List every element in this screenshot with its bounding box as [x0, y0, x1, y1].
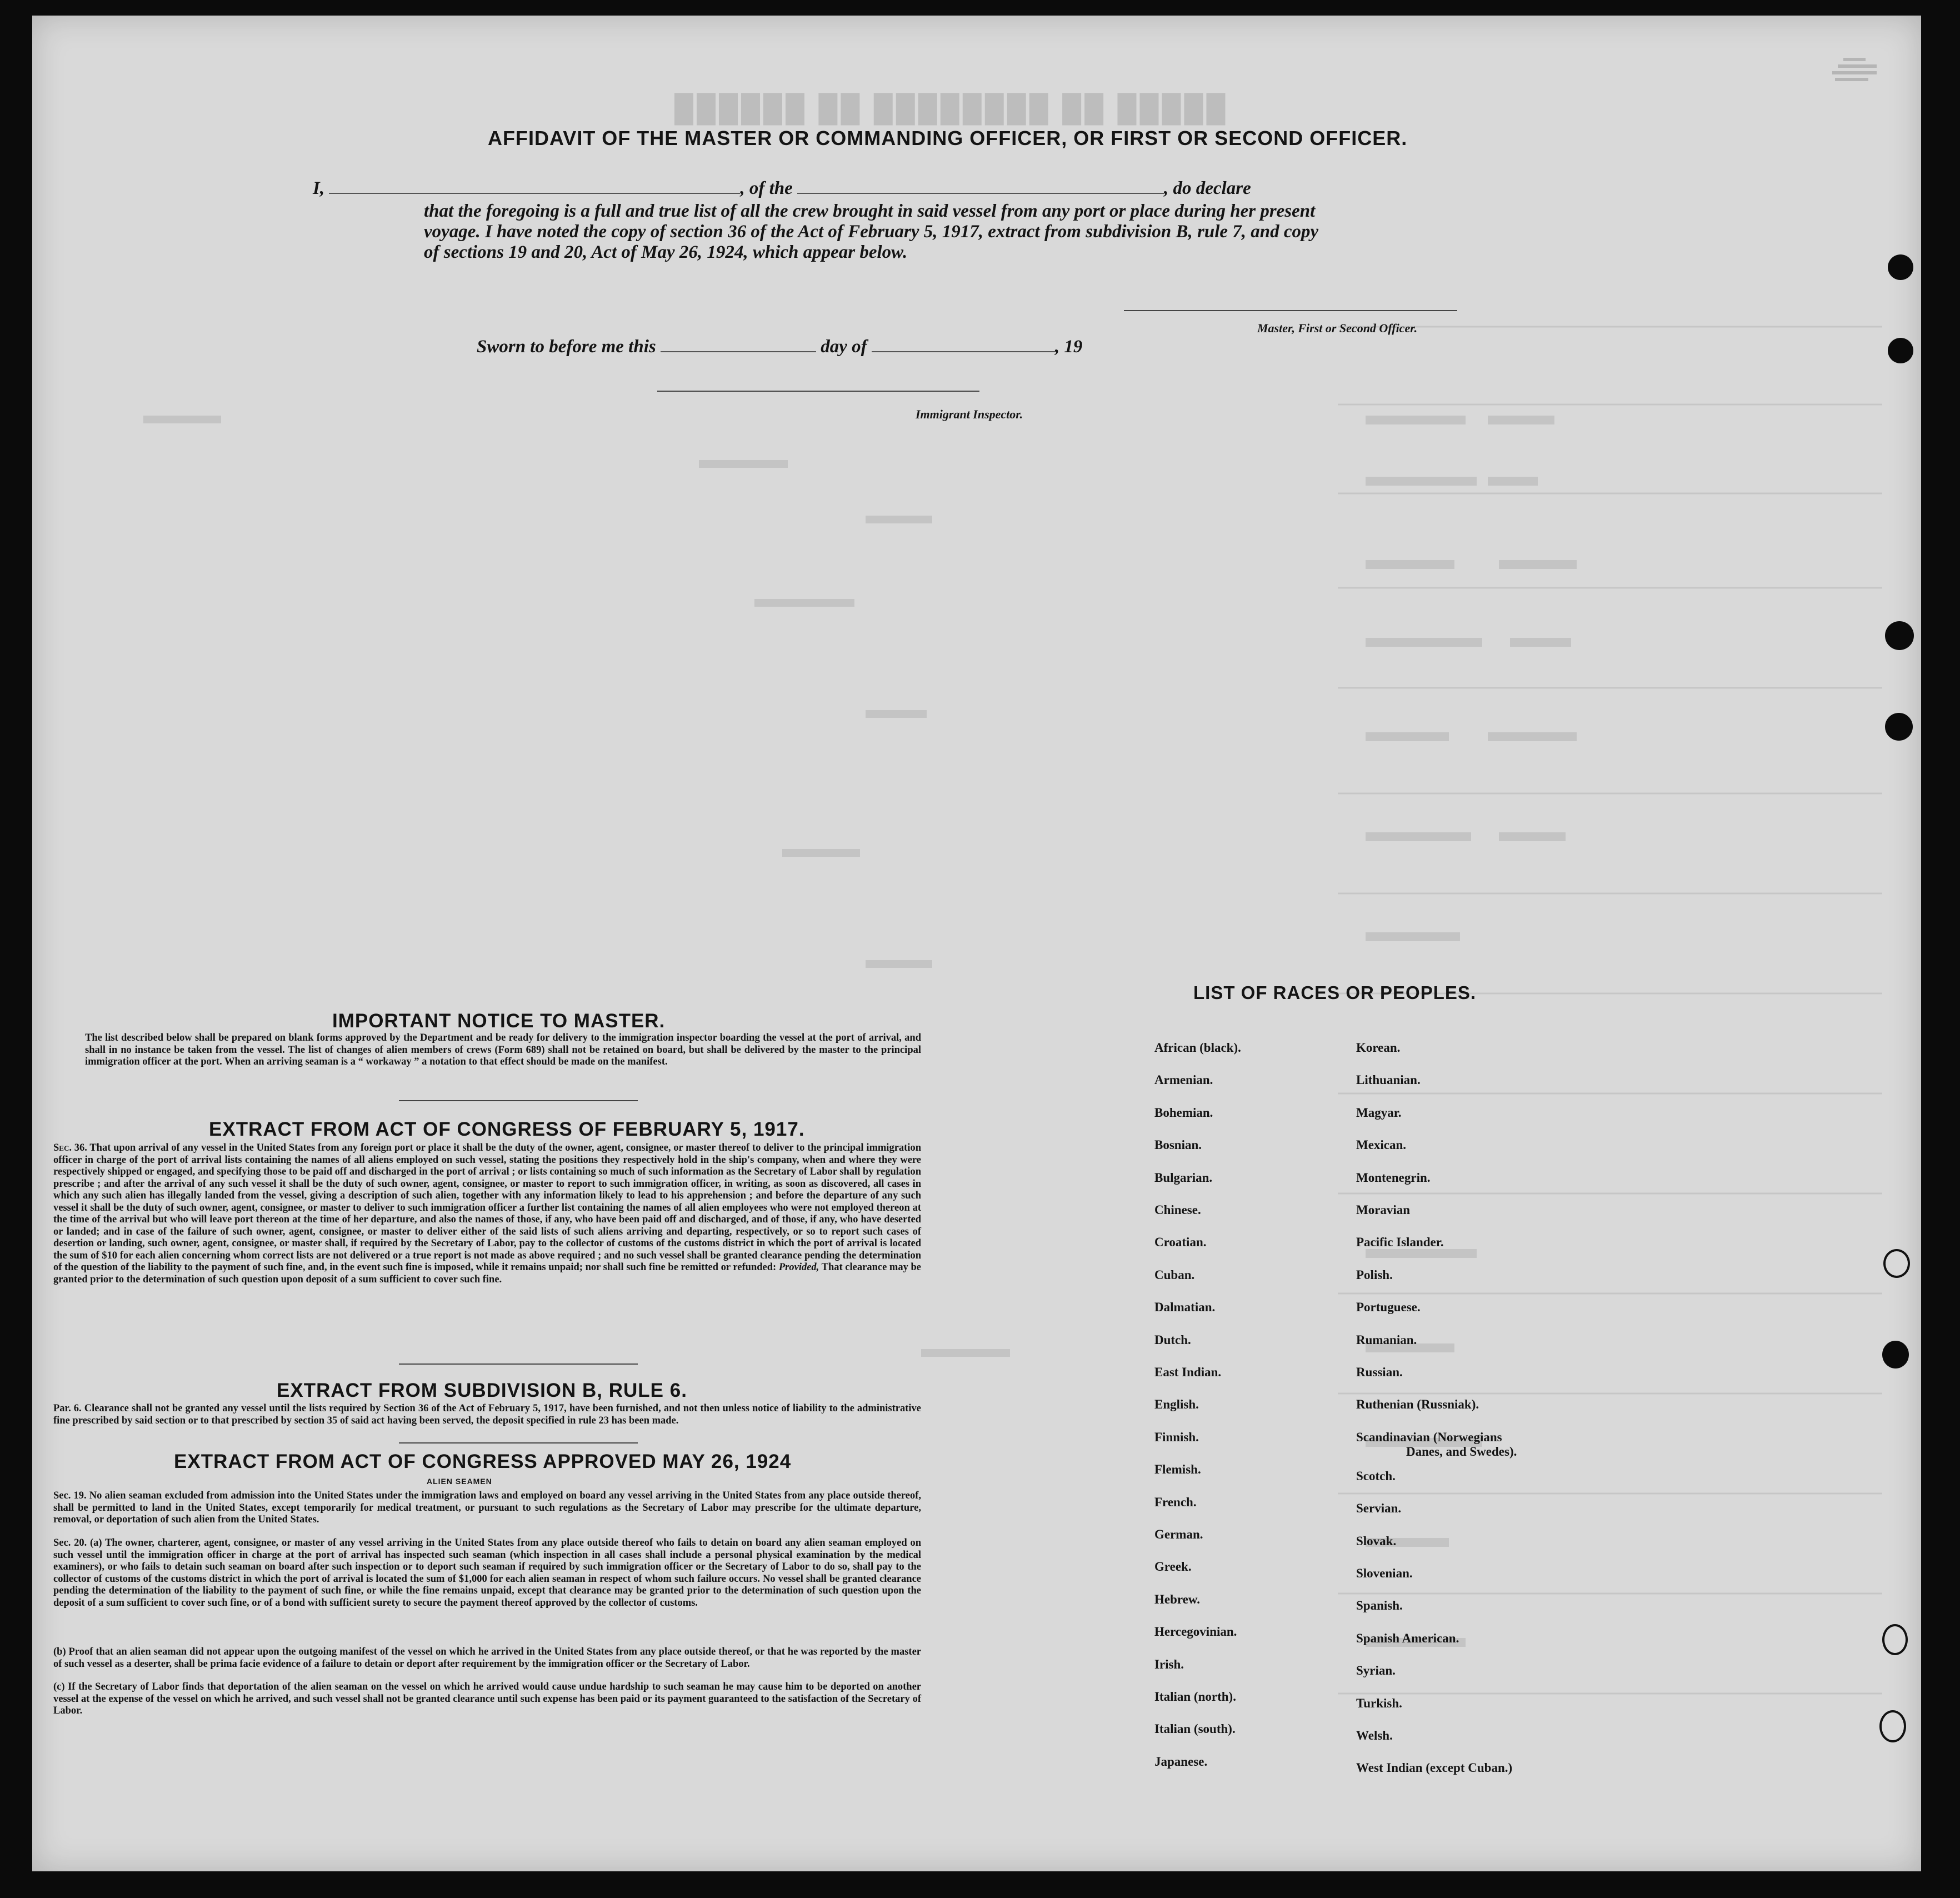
- notice-text: The list described below shall be prepared on blank forms approved by the Department and be ready for delivery to the immigration inspector boarding the vessel at the port of arrival, and shall in no instance be taken from the vessel. The list of changes of alien members of crews (Form 689) shall not be retained on board, but shall be delivered by the master to the principal immigration officer at the port. When an arriving seaman is a “ workaway ” a notation to that effect should be made on the manifest.: [85, 1032, 921, 1067]
- race-item: Japanese.: [1154, 1754, 1208, 1769]
- affidavit-do-declare: , do declare: [1164, 178, 1251, 198]
- race-item: Spanish American.: [1356, 1631, 1459, 1645]
- vessel-blank[interactable]: [797, 178, 1164, 194]
- sworn-month-blank[interactable]: [872, 337, 1055, 352]
- inspector-label: Immigrant Inspector.: [916, 407, 1023, 421]
- punch-hole: [1888, 254, 1913, 280]
- race-item: Chinese.: [1154, 1203, 1201, 1217]
- divider-1: [399, 1100, 638, 1101]
- race-item: Mexican.: [1356, 1138, 1407, 1152]
- race-item: Flemish.: [1154, 1462, 1201, 1477]
- rule-6-text: Par. 6. Clearance shall not be granted any vessel until the lists required by Section 36 of the Act of February 5, 1917, have been furnished, and not then unless notice of liability to the administrative fine prescribed by said section or to that prescribed by section 35 of said act having been served, the deposit specified in rule 23 has been made.: [53, 1403, 921, 1426]
- sec-20c-text: (c) If the Secretary of Labor finds that deportation of the alien seaman on the vessel on which he arrived would cause undue hardship to such seaman he may cause him to be deported on another vessel at the expense of the vessel on which he arrived, and such vessel shall not be granted clearance until such expense has been paid or its payment guaranteed to the satisfaction of the Secretary of Labor.: [53, 1681, 921, 1716]
- sec-19-text: Sec. 19. No alien seaman excluded from admission into the United States under the immigration laws and employed on board any vessel arriving in the United States from any place outside thereof, shall be permitted to land in the United States, except temporarily for medical treatment, or pursuant to such regulations as the Secretary of Labor may prescribe for the ultimate departure, removal, or deportation of such alien from the United States.: [53, 1490, 921, 1525]
- day-of-text: day of: [821, 337, 867, 357]
- race-item: Bosnian.: [1154, 1138, 1202, 1152]
- provided-word: Provided,: [778, 1262, 819, 1273]
- affidavit-line-1: [313, 178, 1251, 199]
- race-item: Bohemian.: [1154, 1105, 1213, 1120]
- race-item: Slovak.: [1356, 1534, 1397, 1548]
- race-item: Polish.: [1356, 1267, 1393, 1282]
- year-text: , 19: [1054, 337, 1083, 357]
- manifest-page: [32, 16, 1921, 1871]
- sworn-text: Sworn to before me this: [477, 337, 656, 357]
- race-item: English.: [1154, 1397, 1199, 1412]
- race-item: Turkish.: [1356, 1696, 1402, 1710]
- race-item: Greek.: [1154, 1560, 1192, 1574]
- affidavit-line-4: of sections 19 and 20, Act of May 26, 1924, which appear below.: [424, 242, 908, 262]
- race-item: Italian (south).: [1154, 1722, 1236, 1736]
- rule-6-title: EXTRACT FROM SUBDIVISION B, RULE 6.: [277, 1380, 687, 1401]
- race-item: Irish.: [1154, 1657, 1184, 1671]
- punch-hole-ring: [1883, 1249, 1910, 1278]
- races-title: LIST OF RACES OR PEOPLES.: [1193, 982, 1477, 1003]
- race-item: Slovenian.: [1356, 1566, 1413, 1580]
- race-item: Welsh.: [1356, 1729, 1393, 1742]
- race-item: Pacific Islander.: [1356, 1235, 1444, 1250]
- race-item: Hebrew.: [1154, 1592, 1200, 1606]
- race-item: Cuban.: [1154, 1267, 1195, 1282]
- race-item: Dalmatian.: [1154, 1300, 1216, 1315]
- inspector-signature-line[interactable]: [657, 391, 979, 392]
- punch-hole: [1885, 713, 1913, 741]
- alien-seamen-subtitle: ALIEN SEAMEN: [427, 1477, 492, 1486]
- race-item: Lithuanian.: [1356, 1073, 1421, 1087]
- bleed-through-stamp: [1832, 54, 1882, 88]
- affidavit-line-3: voyage. I have noted the copy of section 36 of the Act of February 5, 1917, extract from subdivision B, rule 7, and copy: [424, 222, 1319, 242]
- sec-20a-text: Sec. 20. (a) The owner, charterer, agent, consignee, or master of any vessel arriving in the United States from any place outside thereof who fails to detain on board any alien seaman employed on such vessel until the immigration officer in charge at the port of arrival has inspected such seaman (which inspection in all cases shall include a personal physical examination by the medical examiners), or who fails to detain such seaman on board after such inspection or to deport such seaman if required by such immigration officer or the Secretary of Labor to do so, shall pay to the collector of customs of the customs district in which the port of arrival is located the sum of $1,000 for each alien seaman in respect of whom such failure occurs. No vessel shall be granted clearance pending the determination of the liability to the payment of such fine, or while the fine remains unpaid, except that clearance may be granted prior to the determination of such question upon the deposit of a sum sufficient to cover such fine, or of a bond with sufficient surety to secure the payment thereof approved by the collector of customs.: [53, 1537, 921, 1609]
- sec-36-end: That clearance may be granted prior to the determination of such question upon deposit of a sum sufficient to cover such fine.: [53, 1262, 921, 1285]
- race-item: Finnish.: [1154, 1430, 1199, 1444]
- race-item: Italian (north).: [1154, 1690, 1236, 1704]
- race-item: Spanish.: [1356, 1599, 1403, 1613]
- race-item: Dutch.: [1154, 1332, 1191, 1347]
- affidavit-i: I,: [313, 178, 325, 198]
- extract-1917-text: [53, 1142, 921, 1286]
- race-item: Danes, and Swedes).: [1406, 1444, 1517, 1459]
- race-item: Montenegrin.: [1356, 1170, 1431, 1185]
- punch-hole-ring: [1882, 1624, 1908, 1655]
- race-item: Portuguese.: [1356, 1300, 1421, 1315]
- sec-36-body: That upon arrival of any vessel in the United States from any foreign port or place it shall be the duty of the owner, agent, consignee, or master thereof to deliver to the principal immigration officer in charge of the port of arrival lists containing the names of all aliens employed on such vessel, stating the positions they respectively hold in the ship's company, when and where they were respectively shipped or engaged, and specifying those to be paid off and discharged in the port of arrival ; or lists containing so much of such information as the Secretary of Labor shall by regulation prescribe ; and after the arrival of any such vessel it shall be the duty of such owner, agent, consignee, or master to report to such immigration officer, in writing, as soon as discovered, all cases in which any such alien has illegally landed from the vessel, giving a description of such alien, together with any information likely to lead to his apprehension ; and before the departure of any such vessel it shall be the duty of such owner, agent, consignee, or master to deliver to such immigration officer a further list containing the names of all alien employees who were not employed thereon at the time of the arrival but who will leave port thereon at the time of her departure, and also the names of those, if any, who have been paid off and discharged, and of those, if any, who have deserted or landed; and in case of the failure of such owner, agent, consignee, or master to deliver either of the said lists of such aliens arriving and departing, respectively, or so to report such cases of desertion or landing, such owner, agent, consignee, or master shall, if required by the Secretary of Labor, pay to the collector of customs of the customs district in which the port of arrival is located the sum of $10 for each alien concerning whom correct lists are not delivered or a true report is not made as above required ; and no such vessel shall be granted clearance pending the determination of the question of the liability to the payment of such fine, and, in the event such fine is imposed, while it remains unpaid; nor shall such fine be remitted or refunded:: [53, 1142, 921, 1273]
- divider-3: [399, 1442, 638, 1444]
- race-item: Scotch.: [1356, 1469, 1396, 1483]
- notice-title: IMPORTANT NOTICE TO MASTER.: [332, 1010, 666, 1032]
- race-item: Moravian: [1356, 1203, 1411, 1217]
- race-item: French.: [1154, 1495, 1197, 1509]
- sec-36-label: Sec. 36.: [53, 1142, 87, 1153]
- master-label: Master, First or Second Officer.: [1257, 321, 1418, 335]
- affidavit-line-2: that the foregoing is a full and true list of all the crew brought in said vessel from any port or place during her present: [424, 201, 1316, 221]
- race-item: African (black).: [1154, 1041, 1241, 1055]
- race-item: Hercegovinian.: [1154, 1625, 1237, 1639]
- bleed-through-heading: █████ ██ ████████ ██ ██████: [671, 94, 1226, 123]
- affidavit-title: AFFIDAVIT OF THE MASTER OR COMMANDING OFFICER, OR FIRST OR SECOND OFFICER.: [488, 127, 1408, 149]
- punch-hole-ring: [1879, 1710, 1906, 1742]
- race-item: East Indian.: [1154, 1365, 1222, 1379]
- race-item: Ruthenian (Russniak).: [1356, 1397, 1479, 1412]
- race-item: Bulgarian.: [1154, 1170, 1213, 1185]
- affidavit-of-the: , of the: [740, 178, 793, 198]
- race-item: Scandinavian (Norwegians: [1356, 1430, 1502, 1444]
- race-item: German.: [1154, 1527, 1203, 1541]
- divider-2: [399, 1363, 638, 1365]
- race-item: Russian.: [1356, 1365, 1403, 1379]
- punch-hole: [1885, 621, 1914, 650]
- sec-20b-text: (b) Proof that an alien seaman did not appear upon the outgoing manifest of the vessel on which he arrived in the United States from any place outside thereof, or that he was reported by the master of such vessel as a deserter, shall be prima facie evidence of a failure to detain or deport after requirement by the immigration officer or the Secretary of Labor.: [53, 1646, 921, 1670]
- sworn-day-blank[interactable]: [661, 337, 816, 352]
- race-item: Magyar.: [1356, 1105, 1402, 1120]
- master-signature-line[interactable]: [1124, 310, 1457, 311]
- race-item: Croatian.: [1154, 1235, 1207, 1250]
- race-item: Servian.: [1356, 1501, 1402, 1516]
- punch-hole: [1888, 338, 1913, 363]
- extract-1917-title: EXTRACT FROM ACT OF CONGRESS OF FEBRUARY 5, 1917.: [209, 1118, 805, 1140]
- punch-hole: [1882, 1341, 1909, 1368]
- race-item: Rumanian.: [1356, 1332, 1417, 1347]
- extract-1924-title: EXTRACT FROM ACT OF CONGRESS APPROVED MAY 26, 1924: [174, 1451, 792, 1472]
- sworn-line: [477, 337, 1082, 357]
- race-item: Armenian.: [1154, 1073, 1213, 1087]
- race-item: Korean.: [1356, 1041, 1401, 1055]
- name-blank[interactable]: [329, 178, 740, 194]
- race-item: West Indian (except Cuban.): [1356, 1761, 1513, 1775]
- race-item: Syrian.: [1356, 1664, 1396, 1678]
